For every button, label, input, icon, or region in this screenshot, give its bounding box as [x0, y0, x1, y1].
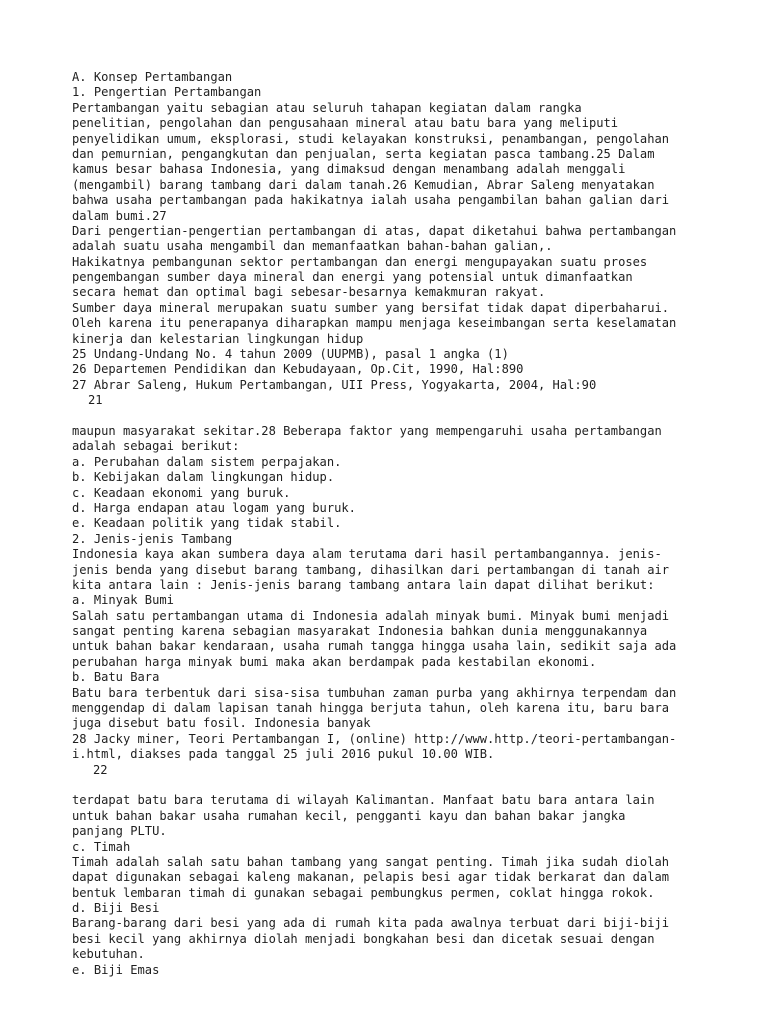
text-line: pengembangan sumber daya mineral dan energi yang potensial untuk dimanfaatkan: [72, 270, 633, 285]
text-line: Pertambangan yaitu sebagian atau seluruh tahapan kegiatan dalam rangka: [72, 100, 582, 115]
text-line: panjang PLTU.: [72, 824, 167, 839]
text-line: dalam bumi.27: [72, 208, 167, 223]
text-line: perubahan harga minyak bumi maka akan berdampak pada kestabilan ekonomi.: [72, 654, 597, 669]
text-line: menggendap di dalam lapisan tanah hingga berjuta tahun, oleh karena itu, baru bara: [72, 701, 670, 716]
text-line: kita antara lain : Jenis-jenis barang tambang antara lain dapat dilihat berikut:: [72, 577, 655, 592]
text-line: Batu bara terbentuk dari sisa-sisa tumbuhan zaman purba yang akhirnya terpendam dan: [72, 685, 677, 700]
text-line: jenis benda yang disebut barang tambang, dihasilkan dari pertambangan di tanah air: [72, 562, 670, 577]
text-line: bahwa usaha pertambangan pada hakikatnya ialah usaha pengambilan bahan galian dari: [72, 193, 670, 208]
footnote-line: 26 Departemen Pendidikan dan Kebudayaan, Op.Cit, 1990, Hal:890: [72, 362, 524, 377]
text-line: kebutuhan.: [72, 947, 145, 962]
text-line: penyelidikan umum, eksplorasi, studi kelayakan konstruksi, penambangan, pengolahan: [72, 131, 670, 146]
text-line: bentuk lembaran timah di gunakan sebagai pembungkus permen, coklat hingga rokok.: [72, 885, 655, 900]
text-line: untuk bahan bakar kendaraan, usaha rumah tangga hingga usaha lain, sedikit saja ada: [72, 639, 677, 654]
list-item: b. Kebijakan dalam lingkungan hidup.: [72, 470, 335, 485]
section-faktor-jenis-tambang: [72, 424, 712, 778]
text-line: dan pemurnian, pengangkutan dan penjualan, serta kegiatan pasca tambang.25 Dalam: [72, 146, 655, 161]
list-item: c. Keadaan ekonomi yang buruk.: [72, 485, 291, 500]
text-line: maupun masyarakat sekitar.28 Beberapa faktor yang mempengaruhi usaha pertambangan: [72, 423, 662, 438]
text-line: adalah sebagai berikut:: [72, 439, 240, 454]
section-batu-bara-timah-besi: [72, 793, 712, 978]
text-line: b. Batu Bara: [72, 670, 160, 685]
text-line: e. Biji Emas: [72, 962, 160, 977]
text-line: A. Konsep Pertambangan: [72, 70, 233, 84]
text-line: secara hemat dan optimal bagi sebesar-besarnya kemakmuran rakyat.: [72, 285, 546, 300]
text-line: Indonesia kaya akan sumbera daya alam terutama dari hasil pertambangannya. jenis-: [72, 547, 662, 562]
document-page: [72, 70, 712, 978]
text-line: kinerja dan kelestarian lingkungan hidup: [72, 331, 364, 346]
text-line: juga disebut batu fosil. Indonesia banyak: [72, 716, 371, 731]
text-line: besi kecil yang akhirnya diolah menjadi bongkahan besi dan dicetak sesuai dengan: [72, 931, 655, 946]
footnote-line: i.html, diakses pada tanggal 25 juli 2016 pukul 10.00 WIB.: [72, 747, 495, 762]
text-line: 2. Jenis-jenis Tambang: [72, 531, 233, 546]
text-line: (mengambil) barang tambang dari dalam tanah.26 Kemudian, Abrar Saleng menyatakan: [72, 177, 655, 192]
text-line: 1. Pengertian Pertambangan: [72, 85, 262, 100]
text-line: d. Biji Besi: [72, 901, 160, 916]
text-line: untuk bahan bakar usaha rumahan kecil, pengganti kayu dan bahan bakar jangka: [72, 808, 626, 823]
text-line: Barang-barang dari besi yang ada di rumah kita pada awalnya terbuat dari biji-biji: [72, 916, 670, 931]
text-line: Sumber daya mineral merupakan suatu sumber yang bersifat tidak dapat diperbaharui.: [72, 300, 670, 315]
text-line: Hakikatnya pembangunan sektor pertambangan dan energi mengupayakan suatu proses: [72, 254, 648, 269]
list-item: e. Keadaan politik yang tidak stabil.: [72, 516, 342, 531]
text-line: sangat penting karena sebagian masyarakat Indonesia bahkan dunia menggunakannya: [72, 624, 648, 639]
text-line: terdapat batu bara terutama di wilayah Kalimantan. Manfaat batu bara antara lain: [72, 793, 655, 808]
text-line: penelitian, pengolahan dan pengusahaan mineral atau batu bara yang meliputi: [72, 116, 619, 131]
page-number: 21: [88, 393, 103, 408]
text-line: a. Minyak Bumi: [72, 593, 174, 608]
text-line: Oleh karena itu penerapanya diharapkan mampu menjaga keseimbangan serta keselamatan: [72, 316, 677, 331]
text-line: dapat digunakan sebagai kaleng makanan, pelapis besi agar tidak berkarat dan dalam: [72, 870, 670, 885]
list-item: a. Perubahan dalam sistem perpajakan.: [72, 454, 342, 469]
page-number: 22: [93, 762, 108, 777]
text-line: Timah adalah salah satu bahan tambang yang sangat penting. Timah jika sudah diolah: [72, 854, 670, 869]
section-konsep-pertambangan: [72, 70, 712, 409]
text-line: c. Timah: [72, 839, 131, 854]
text-line: Dari pengertian-pengertian pertambangan di atas, dapat diketahui bahwa pertambangan: [72, 223, 677, 238]
footnote-line: 28 Jacky miner, Teori Pertambangan I, (online) http://www.http./teori-pertambangan-: [72, 731, 677, 746]
text-line: Salah satu pertambangan utama di Indonesia adalah minyak bumi. Minyak bumi menjadi: [72, 608, 670, 623]
text-line: kamus besar bahasa Indonesia, yang dimaksud dengan menambang adalah menggali: [72, 162, 626, 177]
text-line: adalah suatu usaha mengambil dan memanfaatkan bahan-bahan galian,.: [72, 239, 553, 254]
list-item: d. Harga endapan atau logam yang buruk.: [72, 500, 356, 515]
footnote-line: 27 Abrar Saleng, Hukum Pertambangan, UII Press, Yogyakarta, 2004, Hal:90: [72, 377, 597, 392]
footnote-line: 25 Undang-Undang No. 4 tahun 2009 (UUPMB), pasal 1 angka (1): [72, 347, 509, 362]
